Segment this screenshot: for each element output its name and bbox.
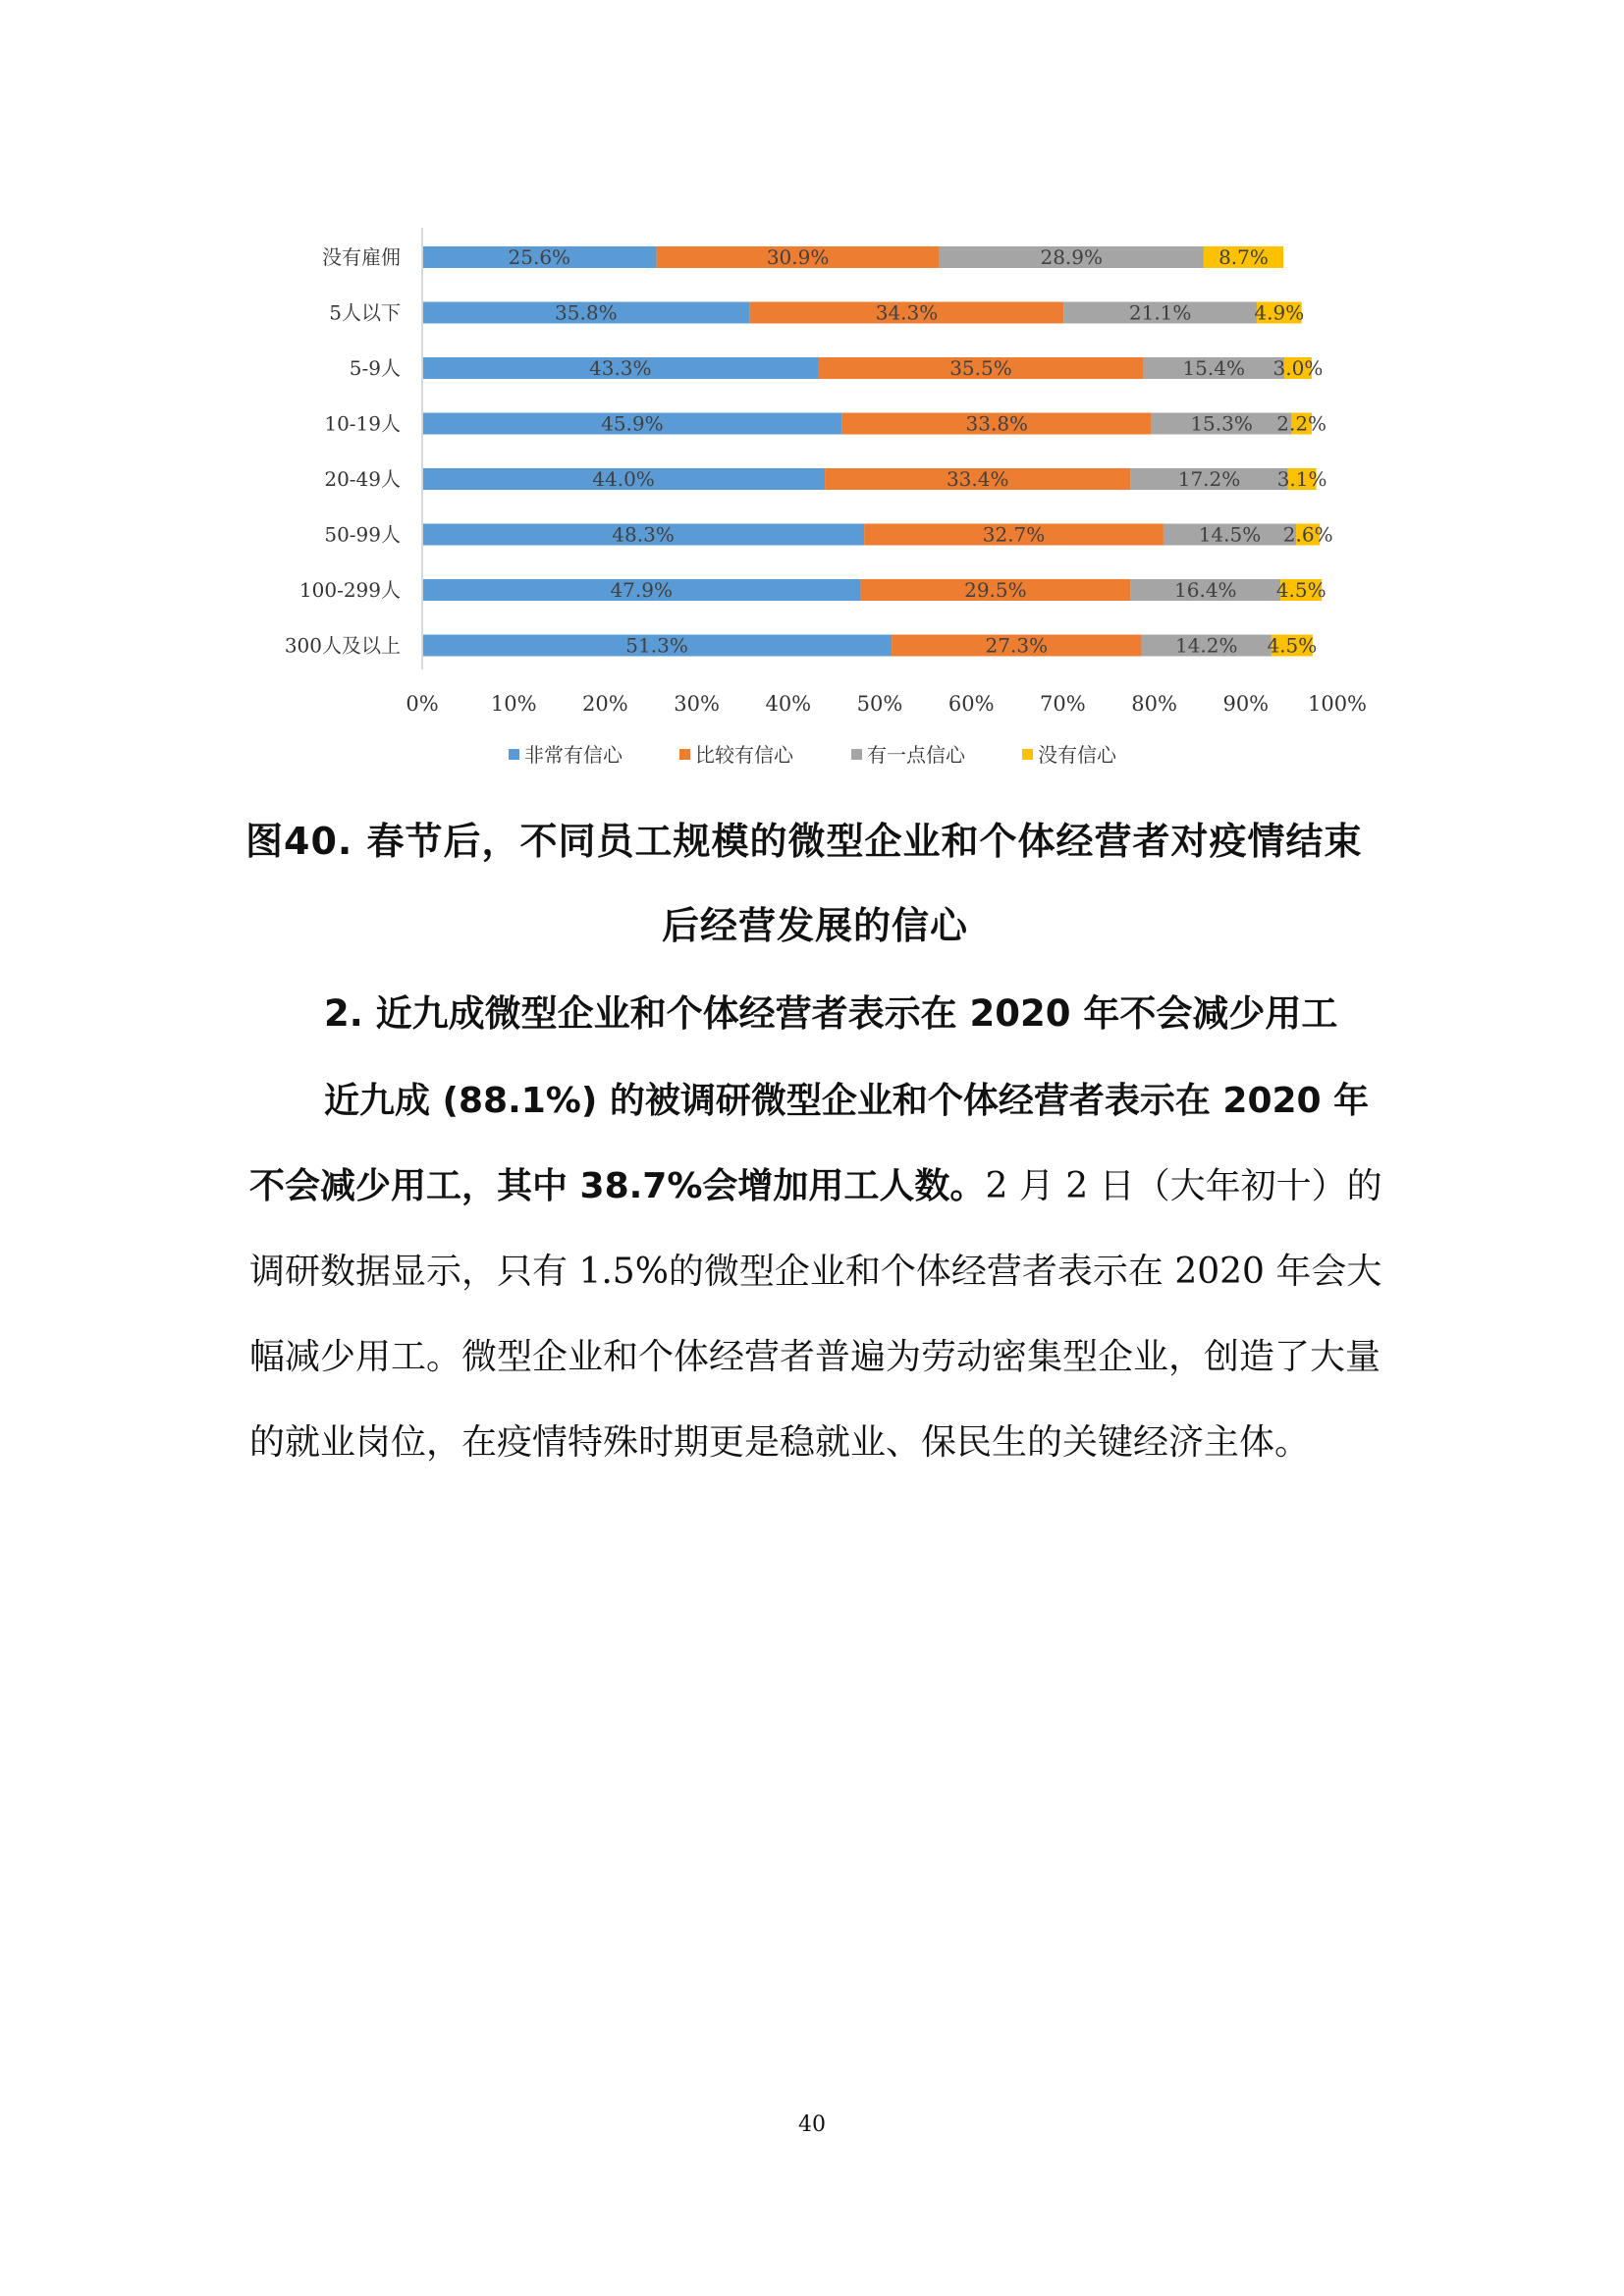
data-label: 32.7% bbox=[982, 522, 1046, 547]
data-label: 4.5% bbox=[1267, 633, 1318, 658]
x-tick-label: 90% bbox=[1222, 692, 1270, 716]
section-heading: 2. 近九成微型企业和个体经营者表示在 2020 年不会减少用工 bbox=[324, 992, 1338, 1035]
data-label: 34.3% bbox=[875, 300, 939, 325]
x-tick-label: 0% bbox=[406, 692, 439, 716]
data-label: 2.2% bbox=[1276, 411, 1327, 436]
data-label: 17.2% bbox=[1177, 467, 1241, 491]
x-tick-label: 20% bbox=[582, 692, 628, 716]
category-label: 50-99人 bbox=[324, 522, 401, 547]
data-label: 25.6% bbox=[508, 245, 571, 269]
data-label: 28.9% bbox=[1040, 245, 1104, 269]
data-label: 3.0% bbox=[1272, 356, 1324, 380]
data-label: 30.9% bbox=[766, 245, 830, 269]
data-label: 4.5% bbox=[1275, 578, 1326, 602]
body-paragraph bbox=[249, 1058, 1384, 1485]
legend-swatch bbox=[509, 749, 519, 760]
bars-group bbox=[422, 245, 1333, 658]
legend-label: 比较有信心 bbox=[695, 743, 793, 767]
category-label: 5人以下 bbox=[329, 300, 401, 325]
category-label: 300人及以上 bbox=[284, 633, 401, 658]
data-label: 35.5% bbox=[949, 356, 1012, 380]
data-label: 44.0% bbox=[592, 467, 655, 491]
data-label: 14.5% bbox=[1198, 522, 1262, 547]
legend-label: 非常有信心 bbox=[524, 743, 623, 767]
data-label: 3.1% bbox=[1276, 467, 1327, 491]
x-tick-label: 50% bbox=[856, 692, 903, 716]
data-label: 4.9% bbox=[1254, 300, 1305, 325]
legend-label: 有一点信心 bbox=[867, 743, 965, 767]
chart-legend bbox=[509, 743, 1117, 767]
data-label: 16.4% bbox=[1174, 578, 1237, 602]
data-label: 2.6% bbox=[1282, 522, 1333, 547]
data-label: 27.3% bbox=[985, 633, 1049, 658]
category-label: 10-19人 bbox=[324, 411, 401, 436]
data-label: 45.9% bbox=[601, 411, 664, 436]
category-label: 5-9人 bbox=[349, 356, 401, 380]
legend-swatch bbox=[679, 749, 690, 760]
x-tick-label: 60% bbox=[947, 692, 995, 716]
data-label: 33.8% bbox=[965, 411, 1029, 436]
category-label: 20-49人 bbox=[324, 467, 401, 491]
data-label: 51.3% bbox=[625, 633, 688, 658]
data-label: 29.5% bbox=[964, 578, 1027, 602]
data-label: 21.1% bbox=[1128, 300, 1192, 325]
legend-swatch bbox=[851, 749, 862, 760]
data-label: 15.4% bbox=[1182, 356, 1245, 380]
data-label: 47.9% bbox=[610, 578, 673, 602]
page-number: 40 bbox=[798, 2112, 826, 2137]
figure-caption-line2: 后经营发展的信心 bbox=[661, 904, 968, 947]
data-label: 15.3% bbox=[1190, 411, 1253, 436]
x-tick-label: 10% bbox=[490, 692, 537, 716]
x-tick-label: 30% bbox=[674, 692, 720, 716]
x-tick-label: 100% bbox=[1307, 692, 1368, 716]
category-label: 100-299人 bbox=[298, 578, 401, 602]
data-label: 35.8% bbox=[555, 300, 618, 325]
figure-caption-line1: 图40. 春节后，不同员工规模的微型企业和个体经营者对疫情结束 bbox=[245, 820, 1363, 863]
body-bold-lead: 近九成 (88.1%) 的被调研微型企业和个体经营者表示在 2020 年不会减少用工，其中 38.7%会增加用工人数。 bbox=[249, 1081, 1370, 1206]
x-tick-label: 70% bbox=[1040, 692, 1086, 716]
stacked-bar-chart bbox=[0, 0, 1624, 785]
data-label: 33.4% bbox=[946, 467, 1009, 491]
x-tick-label: 80% bbox=[1131, 692, 1177, 716]
data-label: 43.3% bbox=[589, 356, 652, 380]
category-label: 没有雇佣 bbox=[322, 245, 401, 269]
x-tick-label: 40% bbox=[765, 692, 812, 716]
data-label: 48.3% bbox=[612, 522, 675, 547]
data-label: 8.7% bbox=[1218, 245, 1269, 269]
legend-swatch bbox=[1022, 749, 1033, 760]
legend-label: 没有信心 bbox=[1038, 743, 1116, 767]
data-label: 14.2% bbox=[1174, 633, 1238, 658]
body-text: 2 月 2 日（大年初十）的调研数据显示，只有 1.5%的微型企业和个体经营者表示在 2020 年会大幅减少用工。微型企业和个体经营者普遍为劳动密集型企业，创造了大量的就业岗位，在疫情特殊时期更是稳就业、保民生的关键经济主体。 bbox=[249, 1166, 1382, 1463]
